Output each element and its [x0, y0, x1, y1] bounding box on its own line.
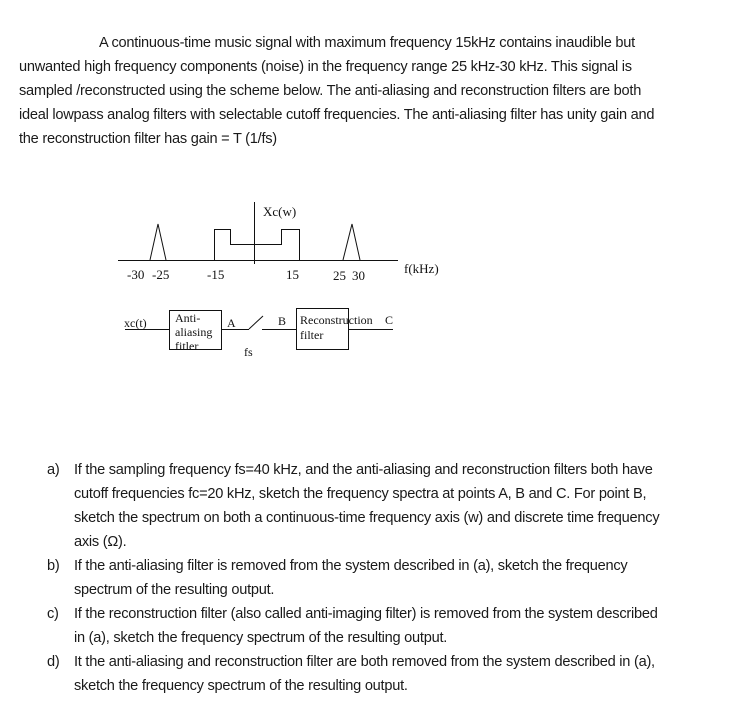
- spectrum-xlabel: f(kHz): [404, 261, 439, 276]
- reconstruction-label: filter: [300, 328, 324, 342]
- question-label: d): [47, 654, 60, 670]
- point-a-label: A: [227, 316, 236, 330]
- sampling-frequency-label: fs: [244, 345, 253, 359]
- anti-aliasing-label: fitler: [175, 339, 199, 353]
- tick-label: 30: [352, 268, 365, 283]
- anti-aliasing-label: aliasing: [175, 325, 213, 339]
- question-b: [47, 554, 737, 602]
- intro-line: sampled /reconstructed using the scheme below. The anti-aliasing and reconstruction filters are both: [19, 83, 642, 99]
- question-line: spectrum of the resulting output.: [74, 582, 275, 598]
- question-label: c): [47, 606, 59, 622]
- intro-line: the reconstruction filter has gain = T (1/fs): [19, 131, 277, 147]
- point-c-label: C: [385, 313, 394, 327]
- question-line: cutoff frequencies fc=20 kHz, sketch the frequency spectra at points A, B and C. For point B,: [74, 486, 647, 502]
- intro-line: ideal lowpass analog filters with selectable cutoff frequencies. The anti-aliasing filter has unity gain and: [19, 107, 655, 123]
- tick-label: -25: [152, 267, 170, 282]
- question-line: sketch the frequency spectrum of the resulting output.: [74, 678, 408, 694]
- anti-aliasing-label: Anti-: [175, 311, 201, 325]
- questions-list: [47, 458, 737, 698]
- question-label: b): [47, 558, 60, 574]
- question-label: a): [47, 462, 60, 478]
- tick-label: 15: [286, 267, 299, 282]
- intro-line: unwanted high frequency components (noise) in the frequency range 25 kHz-30 kHz. This signal is: [19, 59, 632, 75]
- reconstruction-label: Reconstruction: [300, 313, 373, 327]
- tick-label: -30: [127, 267, 145, 282]
- question-line: It the anti-aliasing and reconstruction filter are both removed from the system described in (a),: [74, 654, 655, 670]
- question-line: If the anti-aliasing filter is removed from the system described in (a), sketch the frequency: [74, 558, 628, 574]
- question-c: [47, 602, 737, 650]
- tick-label: -15: [207, 267, 225, 282]
- question-line: sketch the spectrum on both a continuous-time frequency axis (w) and discrete time frequency: [74, 510, 660, 526]
- spectrum-ylabel: Xc(w): [263, 204, 297, 219]
- input-label: xc(t): [124, 316, 147, 330]
- question-line: If the reconstruction filter (also called anti-imaging filter) is removed from the system described: [74, 606, 658, 622]
- noise-peak-positive: [343, 224, 360, 260]
- noise-peak-negative: [150, 224, 166, 260]
- question-a: [47, 458, 737, 554]
- point-b-label: B: [278, 314, 287, 328]
- question-line: axis (Ω).: [74, 534, 127, 550]
- question-d: [47, 650, 737, 698]
- question-line: If the sampling frequency fs=40 kHz, and the anti-aliasing and reconstruction filters both have: [74, 462, 653, 478]
- tick-label: 25: [333, 268, 346, 283]
- question-line: in (a), sketch the frequency spectrum of the resulting output.: [74, 630, 448, 646]
- sampler-switch: [249, 316, 263, 329]
- intro-line: A continuous-time music signal with maximum frequency 15kHz contains inaudible but: [99, 35, 635, 51]
- spectrum-plot: [118, 202, 398, 264]
- signal-spectrum: [215, 230, 300, 261]
